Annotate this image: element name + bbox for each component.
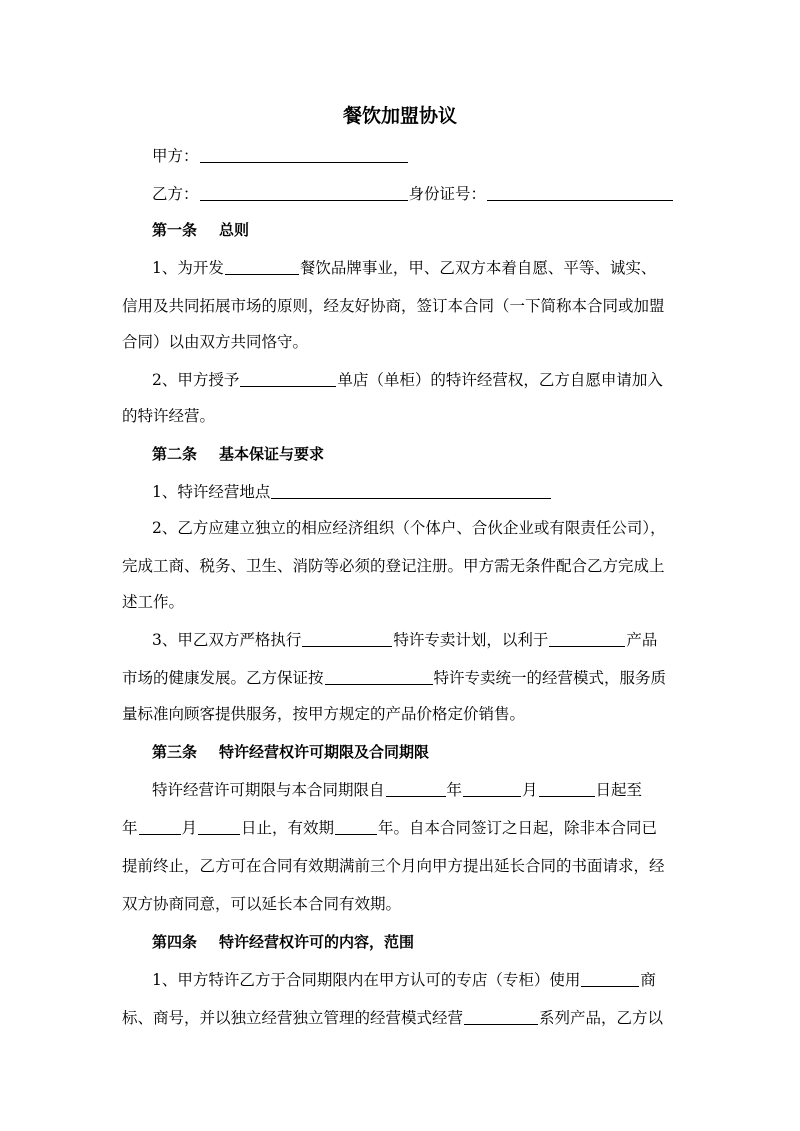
party-a-label: 甲方： [152,147,199,165]
s4-text-l2a: 标、商号，并以独立经营独立管理的经营模式经营 [122,1009,464,1027]
s1-p2-line2: 的特许经营。 [122,407,216,425]
section-4-title: 特许经营权许可的内容，范围 [219,933,415,951]
section-1-number: 第一条 [152,221,198,239]
s3-year-label: 年 [446,781,463,799]
trademark-field[interactable] [581,971,639,987]
id-number-label: 身份证号： [408,185,487,203]
s2-p3-line1 [152,630,657,650]
end-month-field[interactable] [139,819,181,835]
product-series-field[interactable] [464,1009,538,1025]
s3-month-label: 月 [522,781,538,799]
s4-text-b: 商 [640,971,656,989]
section-2-heading [152,444,324,464]
s2-p3-text-l2b: 特许专卖统一的经营模式，服务质 [433,669,667,687]
s1-p2-text-a: 2、甲方授予 [152,371,240,389]
s3-line4: 双方协商同意，可以延长本合同有效期。 [122,895,402,913]
section-2-title: 基本保证与要求 [219,445,325,463]
party-b-label: 乙方： [152,185,199,203]
s3-day-from-label: 日起至 [595,781,643,799]
model-name-field[interactable] [325,669,433,685]
section-2-number: 第二条 [152,445,198,463]
s3-text-a: 特许经营许可期限与本合同期限自 [152,781,385,799]
plan-name-field[interactable] [302,631,392,647]
s4-line1 [152,970,656,990]
store-name-field[interactable] [240,371,336,387]
s2-p2-line3: 述工作。 [122,593,185,611]
section-1-title: 总则 [219,221,250,239]
start-year-field[interactable] [386,781,446,797]
s1-p1-line1 [152,258,656,278]
s2-p1-line1 [152,482,552,502]
section-4-number: 第四条 [152,933,198,951]
s1-p1-text-a: 1、为开发 [152,259,224,277]
document-title: 餐饮加盟协议 [342,105,457,127]
s3-line1 [152,780,642,800]
s1-p1-line3: 合同）以由双方共同恪守。 [122,333,309,351]
s2-p2-line1: 2、乙方应建立独立的相应经济组织（个体户、合伙企业或有限责任公司）， [152,519,666,537]
section-3-heading [152,742,429,762]
s1-p1-line2: 信用及共同拓展市场的原则，经友好协商，签订本合同（一下简称本合同或加盟 [122,297,665,315]
brand-name-field[interactable] [225,259,299,275]
start-month-field[interactable] [463,781,521,797]
s1-p2-text-b: 单店（单柜）的特许经营权，乙方自愿申请加入 [337,371,663,389]
s2-p3-text-a: 3、甲乙双方严格执行 [152,631,302,649]
s3-end-year-label: 年 [122,819,138,837]
s3-line2 [122,818,657,838]
end-day-field[interactable] [198,819,240,835]
s4-text-l2b: 系列产品，乙方以 [539,1009,664,1027]
s3-day-to-label: 日止，有效期 [241,819,335,837]
s3-end-month-label: 月 [181,819,198,837]
s2-p1-text-a: 1、特许经营地点 [152,483,271,501]
s2-p3-text-c: 产品 [626,631,658,649]
section-3-title: 特许经营权许可期限及合同期限 [219,743,430,761]
party-b-field[interactable] [200,185,408,201]
s2-p2-line2: 完成工商、税务、卫生、消防等必须的登记注册。甲方需无条件配合乙方完成上 [122,557,665,575]
id-number-field[interactable] [487,185,673,201]
s2-p3-text-l2a: 市场的健康发展。乙方保证按 [122,669,324,687]
s2-p3-line3: 量标准向顾客提供服务，按甲方规定的产品价格定价销售。 [122,705,526,723]
s1-p2-line1 [152,370,663,390]
s1-p1-text-b: 餐饮品牌事业，甲、乙双方本着自愿、平等、诚实、 [299,259,657,277]
party-b-line [152,184,674,204]
s2-p3-line2 [122,668,666,688]
section-1-heading [152,220,249,240]
s4-text-a: 1、甲方特许乙方于合同期限内在甲方认可的专店（专柜）使用 [152,971,581,989]
product-name-field[interactable] [549,631,625,647]
s2-p3-text-b: 特许专卖计划，以利于 [393,631,549,649]
party-a-field[interactable] [200,147,408,163]
s3-text-l2e: 年。自本合同签订之日起，除非本合同已 [378,819,658,837]
party-a-line [152,146,409,166]
duration-years-field[interactable] [335,819,377,835]
start-day-field[interactable] [539,781,595,797]
section-4-heading [152,932,414,952]
s4-line2 [122,1008,663,1028]
section-3-number: 第三条 [152,743,198,761]
location-field[interactable] [271,483,551,499]
s3-line3: 提前终止，乙方可在合同有效期满前三个月向甲方提出延长合同的书面请求，经 [122,857,665,875]
